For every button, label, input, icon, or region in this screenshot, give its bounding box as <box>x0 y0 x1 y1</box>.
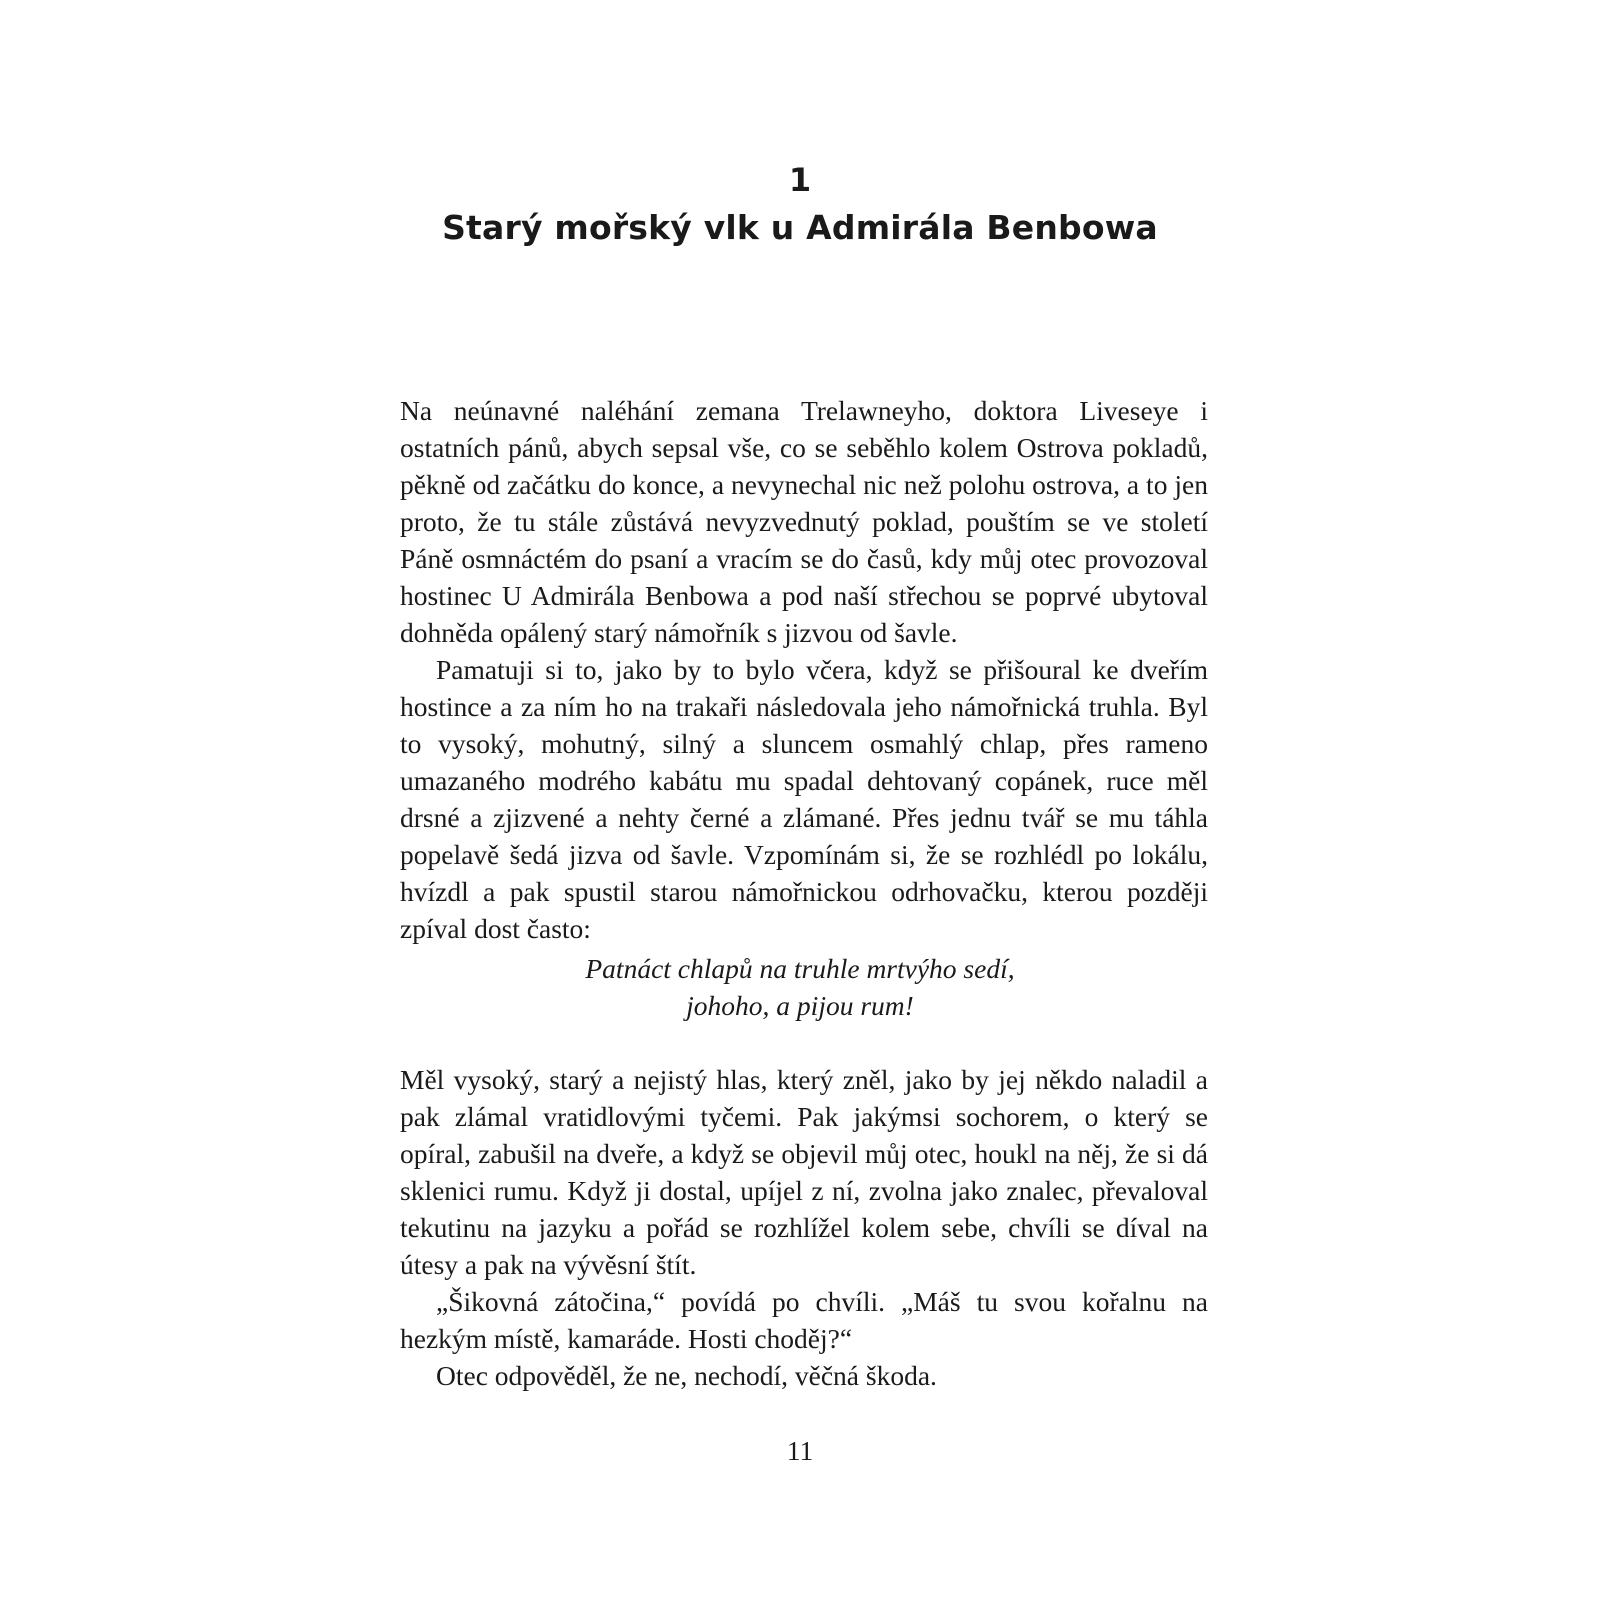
verse-line: johoho, a pijou rum! <box>686 990 914 1021</box>
song-verse <box>0 950 1600 1024</box>
paragraph: Měl vysoký, starý a nejistý hlas, který zněl, jako by jej někdo naladil a pak zlámal vratidlovými tyčemi. Pak jakýmsi sochorem, o který se opíral, zabušil na dveře, a když se objevil můj otec, houkl na něj, že si dá sklenici rumu. Když ji dostal, upíjel z ní, zvolna jako znalec, převaloval tekutinu na jazyku a pořád se rozhlížel kolem sebe, chvíli se díval na útesy a pak na vývěsní štít. <box>400 1064 1208 1280</box>
paragraph: Otec odpověděl, že ne, nechodí, věčná škoda. <box>436 1360 937 1391</box>
paragraph: Na neúnavné naléhání zemana Trelawneyho, doktora Liveseye i ostatních pánů, abych sepsal vše, co se seběhlo kolem Ostrova pokladů, pěkně od začátku do konce, a nevynechal nic než polohu ostrova, a to jen proto, že tu stále zůstává nevyzvednutý poklad, pouštím se ve století Páně osmnáctém do psaní a vracím se do časů, kdy můj otec provozoval hostinec U Admirála Benbowa a pod naší střechou se poprvé ubytoval dohněda opálený starý námořník s jizvou od šavle. <box>400 395 1208 648</box>
chapter-title: Starý mořský vlk u Admirála Benbowa <box>442 208 1158 247</box>
paragraph: „Šikovná zátočina,“ povídá po chvíli. „Máš tu svou kořalnu na hezkým místě, kamaráde. Hosti choděj?“ <box>400 1286 1208 1354</box>
body-text-before-verse <box>400 392 1208 947</box>
chapter-number: 1 <box>788 161 812 199</box>
body-text-after-verse <box>400 1061 1208 1394</box>
verse-line: Patnáct chlapů na truhle mrtvýho sedí, <box>585 953 1015 984</box>
paragraph: Pamatuji si to, jako by to bylo včera, když se přišoural ke dveřím hostince a za ním ho na trakaři následovala jeho námořnická truhla. Byl to vysoký, mohutný, silný a sluncem osmahlý chlap, přes rameno umazaného modrého kabátu mu spadal dehtovaný copánek, ruce měl drsné a zjizvené a nehty černé a zlámané. Přes jednu tvář se mu táhla popelavě šedá jizva od šavle. Vzpomínám si, že se rozhlédl po lokálu, hvízdl a pak spustil starou námořnickou odrhovačku, kterou později zpíval dost často: <box>400 654 1208 944</box>
page-number: 11 <box>786 1435 814 1466</box>
